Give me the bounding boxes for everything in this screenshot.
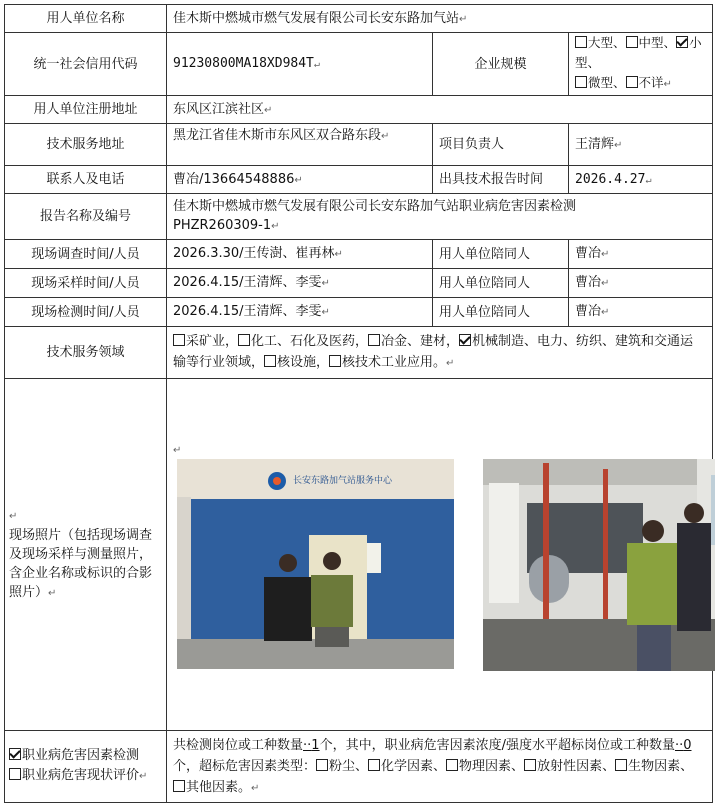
photo-sign-text: 长安东路加气站服务中心 bbox=[293, 476, 393, 486]
checkbox-icon[interactable] bbox=[626, 36, 638, 48]
checkbox-icon[interactable] bbox=[524, 759, 536, 771]
photos-label-text: 现场照片（包括现场调查及现场采样与测量照片，含企业名称或标识的合影照片） bbox=[9, 528, 153, 600]
scale-option-unknown[interactable]: 不详 bbox=[626, 75, 664, 90]
scale-option-medium[interactable]: 中型、 bbox=[626, 35, 677, 50]
return-mark-icon: ↵ bbox=[614, 139, 623, 151]
return-mark-icon: ↵ bbox=[663, 79, 672, 90]
testing-label: 现场检测时间/人员 bbox=[5, 298, 167, 327]
return-mark-icon: ↵ bbox=[313, 59, 320, 70]
hazard-radiation[interactable]: 放射性因素、 bbox=[524, 759, 615, 774]
scale-options bbox=[569, 33, 713, 96]
row-photos bbox=[5, 379, 713, 731]
sampling-acc-name: 曹冶 bbox=[575, 275, 602, 290]
return-mark-icon: ↵ bbox=[601, 307, 610, 318]
checkbox-icon[interactable] bbox=[626, 76, 638, 88]
service-addr-text: 黑龙江省佳木斯市东风区双合路东段 bbox=[173, 128, 382, 143]
contact-value bbox=[167, 166, 433, 194]
return-mark-icon: ↵ bbox=[264, 104, 273, 116]
return-mark-icon: ↵ bbox=[9, 511, 18, 522]
photos-area bbox=[167, 379, 713, 731]
checkbox-icon[interactable] bbox=[173, 780, 185, 792]
scale-label: 企业规模 bbox=[433, 33, 569, 96]
sampling-text: 2026.4.15/王清辉、李雯 bbox=[173, 275, 322, 290]
survey-acc-value bbox=[569, 240, 713, 269]
testing-acc-label: 用人单位陪同人 bbox=[433, 298, 569, 327]
row-credit bbox=[5, 33, 713, 96]
report-code: PHZR260309-1 bbox=[173, 218, 272, 233]
eval-text-1: 共检测岗位或工种数量 bbox=[173, 737, 304, 753]
employer-label: 用人单位名称 bbox=[5, 5, 167, 33]
sampling-value bbox=[167, 269, 433, 298]
eval-text-3: 个，超标危害因素类型： bbox=[173, 758, 317, 774]
return-mark-icon: ↵ bbox=[173, 445, 182, 456]
eval-count-exceed: ··0 bbox=[674, 737, 692, 753]
survey-label: 现场调查时间/人员 bbox=[5, 240, 167, 269]
credit-value bbox=[167, 33, 433, 96]
return-mark-icon: ↵ bbox=[321, 278, 330, 289]
contact-label: 联系人及电话 bbox=[5, 166, 167, 194]
lead-label: 项目负责人 bbox=[433, 124, 569, 166]
credit-code: 91230800MA18XD984T bbox=[173, 56, 314, 71]
address-label: 用人单位注册地址 bbox=[5, 96, 167, 124]
checkbox-icon[interactable] bbox=[238, 334, 250, 346]
eval-summary bbox=[167, 731, 713, 803]
domain-label: 技术服务领域 bbox=[5, 327, 167, 379]
checkbox-icon[interactable] bbox=[446, 759, 458, 771]
scale-option-micro[interactable]: 微型、 bbox=[575, 75, 626, 90]
return-mark-icon: ↵ bbox=[271, 221, 280, 232]
checkbox-icon[interactable] bbox=[575, 76, 587, 88]
domain-option-metallurgy[interactable]: 冶金、建材， bbox=[368, 334, 459, 349]
row-testing bbox=[5, 298, 713, 327]
row-domain bbox=[5, 327, 713, 379]
report-title: 佳木斯中燃城市燃气发展有限公司长安东路加气站职业病危害因素检测 bbox=[173, 199, 577, 214]
eval-count-total: ··1 bbox=[303, 737, 320, 753]
row-sampling bbox=[5, 269, 713, 298]
scale-option-large[interactable]: 大型、 bbox=[575, 35, 626, 50]
return-mark-icon: ↵ bbox=[601, 278, 610, 289]
testing-acc-value bbox=[569, 298, 713, 327]
date-text: 2026.4.27 bbox=[575, 171, 646, 187]
row-contact bbox=[5, 166, 713, 194]
photo-site-entrance bbox=[177, 459, 454, 669]
return-mark-icon: ↵ bbox=[446, 358, 455, 369]
domain-options bbox=[167, 327, 713, 379]
checkbox-checked-icon[interactable] bbox=[676, 36, 688, 48]
service-addr-value bbox=[167, 124, 433, 166]
row-employer bbox=[5, 5, 713, 33]
contact-text: 曹冶/13664548886 bbox=[173, 171, 295, 187]
eval-text-2: 个，其中，职业病危害因素浓度/强度水平超标岗位或工种数量 bbox=[319, 737, 675, 753]
hazard-biological[interactable]: 生物因素、 bbox=[615, 759, 693, 774]
return-mark-icon: ↵ bbox=[645, 174, 652, 186]
return-mark-icon: ↵ bbox=[601, 249, 610, 260]
checkbox-icon[interactable] bbox=[264, 355, 276, 367]
photo-equipment-room bbox=[483, 459, 715, 671]
domain-option-mining[interactable]: 采矿业， bbox=[173, 334, 238, 349]
hazard-physical[interactable]: 物理因素、 bbox=[446, 759, 524, 774]
photos-label bbox=[5, 379, 167, 731]
testing-acc-name: 曹冶 bbox=[575, 304, 602, 319]
info-table bbox=[4, 4, 713, 803]
survey-value bbox=[167, 240, 433, 269]
date-label: 出具技术报告时间 bbox=[433, 166, 569, 194]
credit-label: 统一社会信用代码 bbox=[5, 33, 167, 96]
survey-text: 2026.3.30/王传澍、崔再林 bbox=[173, 246, 335, 261]
row-eval bbox=[5, 731, 713, 803]
checkbox-icon[interactable] bbox=[9, 768, 21, 780]
checkbox-icon[interactable] bbox=[615, 759, 627, 771]
domain-option-nuclear[interactable]: 核设施， bbox=[264, 355, 329, 370]
testing-text: 2026.4.15/王清辉、李雯 bbox=[173, 304, 322, 319]
testing-value bbox=[167, 298, 433, 327]
domain-option-nuclear-tech[interactable]: 核技术工业应用。 bbox=[329, 355, 446, 370]
address-text: 东风区江滨社区 bbox=[173, 101, 265, 117]
checkbox-icon[interactable] bbox=[329, 355, 341, 367]
sampling-acc-value bbox=[569, 269, 713, 298]
domain-option-machinery[interactable]: 机械制造、电力、纺织、建筑和交通运输等行业领域， bbox=[173, 334, 694, 370]
date-value bbox=[569, 166, 713, 194]
employer-value bbox=[167, 5, 713, 33]
row-survey bbox=[5, 240, 713, 269]
return-mark-icon: ↵ bbox=[334, 249, 343, 260]
lead-value bbox=[569, 124, 713, 166]
return-mark-icon: ↵ bbox=[48, 588, 57, 599]
row-service-addr bbox=[5, 124, 713, 166]
hazard-dust[interactable]: 粉尘、 bbox=[316, 759, 368, 774]
return-mark-icon: ↵ bbox=[139, 771, 148, 782]
checkbox-icon[interactable] bbox=[368, 334, 380, 346]
domain-option-chemical[interactable]: 化工、石化及医药， bbox=[238, 334, 368, 349]
survey-acc-label: 用人单位陪同人 bbox=[433, 240, 569, 269]
eval-option-detection[interactable]: 职业病危害因素检测 bbox=[9, 748, 139, 763]
report-label: 报告名称及编号 bbox=[5, 194, 167, 240]
checkbox-checked-icon[interactable] bbox=[9, 748, 21, 760]
return-mark-icon: ↵ bbox=[459, 13, 468, 25]
hazard-other[interactable]: 其他因素。 bbox=[173, 780, 251, 795]
report-value bbox=[167, 194, 713, 240]
scale-option-small[interactable]: 小型、 bbox=[575, 35, 702, 70]
return-mark-icon: ↵ bbox=[321, 307, 330, 318]
service-addr-label: 技术服务地址 bbox=[5, 124, 167, 166]
eval-option-assessment[interactable]: 职业病危害现状评价 bbox=[9, 768, 139, 783]
checkbox-icon[interactable] bbox=[368, 759, 380, 771]
survey-acc-name: 曹冶 bbox=[575, 246, 602, 261]
sampling-acc-label: 用人单位陪同人 bbox=[433, 269, 569, 298]
hazard-chemical[interactable]: 化学因素、 bbox=[368, 759, 446, 774]
lead-name: 王清辉 bbox=[575, 136, 615, 152]
checkbox-checked-icon[interactable] bbox=[459, 334, 471, 346]
return-mark-icon: ↵ bbox=[381, 131, 390, 142]
eval-type bbox=[5, 731, 167, 803]
sampling-label: 现场采样时间/人员 bbox=[5, 269, 167, 298]
row-report bbox=[5, 194, 713, 240]
employer-name: 佳木斯中燃城市燃气发展有限公司长安东路加气站 bbox=[173, 10, 460, 26]
return-mark-icon: ↵ bbox=[294, 174, 303, 186]
address-value bbox=[167, 96, 713, 124]
photo-site-entrance-image bbox=[177, 459, 454, 669]
return-mark-icon: ↵ bbox=[251, 782, 260, 794]
photo-equipment-room-image bbox=[483, 459, 715, 671]
row-address bbox=[5, 96, 713, 124]
checkbox-icon[interactable] bbox=[173, 334, 185, 346]
checkbox-icon[interactable] bbox=[316, 759, 328, 771]
checkbox-icon[interactable] bbox=[575, 36, 587, 48]
